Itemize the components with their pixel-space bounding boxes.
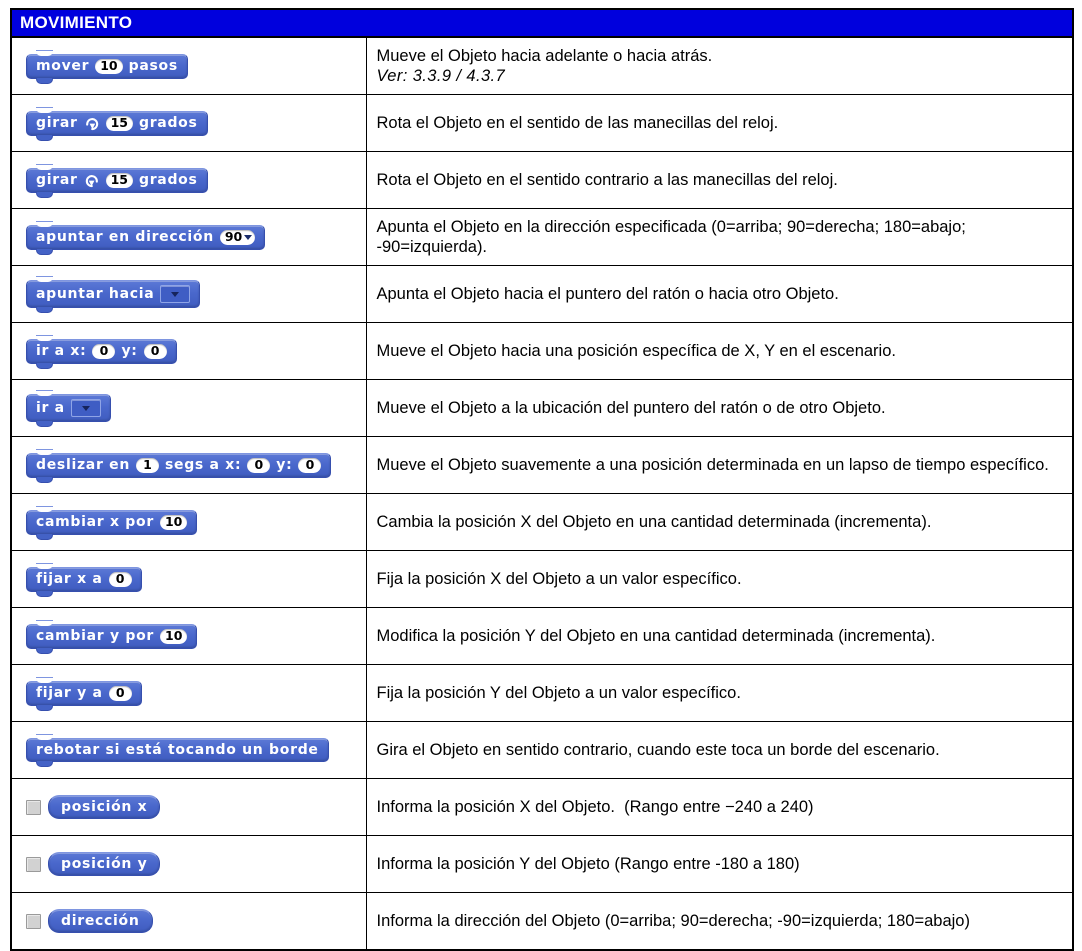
description-text: Mueve el Objeto hacia adelante o hacia atrás.	[376, 46, 713, 65]
table-row	[11, 893, 1073, 951]
description-text: Fija la posición X del Objeto a un valor específico.	[376, 569, 742, 588]
description-text: Fija la posición Y del Objeto a un valor específico.	[376, 683, 741, 702]
block-input-slot[interactable]: 15	[106, 173, 133, 188]
block-input-slot[interactable]: 0	[92, 344, 115, 359]
block-cell	[11, 152, 366, 209]
table-row	[11, 836, 1073, 893]
block-input-slot[interactable]: 1	[136, 458, 159, 473]
description-text: Apunta el Objeto hacia el puntero del ratón o hacia otro Objeto.	[376, 284, 839, 303]
block-label: grados	[138, 172, 198, 188]
block-wrapper	[26, 852, 362, 876]
description-version-note: Ver: 3.3.9 / 4.3.7	[376, 67, 506, 85]
description-text: Mueve el Objeto suavemente a una posición determinada en un lapso de tiempo específico.	[376, 455, 1049, 474]
block-label: cambiar y por	[36, 628, 155, 644]
description-cell	[366, 779, 1073, 836]
description-cell	[366, 266, 1073, 323]
scratch-stack-block[interactable]	[26, 339, 177, 364]
block-label: pasos	[128, 58, 178, 74]
block-input-slot[interactable]: 15	[106, 116, 133, 131]
block-input-slot[interactable]: 10	[160, 629, 187, 644]
description-cell	[366, 608, 1073, 665]
block-wrapper	[26, 390, 362, 426]
description-text: Gira el Objeto en sentido contrario, cuando este toca un borde del escenario.	[376, 740, 940, 759]
table-row	[11, 665, 1073, 722]
block-cell	[11, 836, 366, 893]
watcher-checkbox[interactable]	[26, 857, 41, 872]
scratch-stack-block[interactable]	[26, 280, 200, 308]
block-input-slot[interactable]: 0	[247, 458, 270, 473]
block-wrapper	[26, 335, 362, 368]
description-text: Rota el Objeto en el sentido de las manecillas del reloj.	[376, 113, 779, 132]
block-wrapper	[26, 734, 362, 766]
block-label: girar	[36, 172, 78, 188]
block-label: apuntar hacia	[36, 286, 155, 302]
block-wrapper	[26, 276, 362, 312]
block-input-slot[interactable]: 0	[109, 686, 132, 701]
block-wrapper	[26, 620, 362, 653]
block-cell	[11, 551, 366, 608]
description-text: Apunta el Objeto en la dirección especificada (0=arriba; 90=derecha; 180=abajo; -90=izquierda).	[376, 217, 971, 256]
movement-blocks-table	[10, 8, 1074, 951]
description-text: Cambia la posición X del Objeto en una cantidad determinada (incrementa).	[376, 512, 932, 531]
chevron-down-icon	[82, 406, 90, 411]
description-cell	[366, 323, 1073, 380]
block-input-slot[interactable]: 0	[298, 458, 321, 473]
block-cell	[11, 722, 366, 779]
description-text: Informa la posición X del Objeto. (Rango entre −240 a 240)	[376, 797, 814, 816]
description-cell	[366, 380, 1073, 437]
scratch-stack-block[interactable]	[26, 681, 142, 706]
block-wrapper	[26, 909, 362, 933]
block-label: fijar y a	[36, 685, 103, 701]
table-row	[11, 266, 1073, 323]
block-cell	[11, 893, 366, 951]
description-cell	[366, 437, 1073, 494]
block-label: posición x	[61, 799, 148, 815]
block-wrapper	[26, 795, 362, 819]
block-input-slot[interactable]: 10	[95, 59, 122, 74]
watcher-checkbox[interactable]	[26, 914, 41, 929]
block-cell	[11, 209, 366, 266]
block-cell	[11, 323, 366, 380]
description-cell	[366, 893, 1073, 951]
block-wrapper	[26, 506, 362, 539]
block-label: mover	[36, 58, 90, 74]
scratch-stack-block[interactable]	[26, 394, 111, 422]
block-wrapper	[26, 449, 362, 482]
description-cell	[366, 95, 1073, 152]
block-cell	[11, 266, 366, 323]
block-label: grados	[138, 115, 198, 131]
block-label: rebotar si está tocando un borde	[36, 742, 319, 758]
block-cell	[11, 380, 366, 437]
block-cell	[11, 665, 366, 722]
table-row	[11, 209, 1073, 266]
table-row	[11, 551, 1073, 608]
scratch-reporter-block[interactable]	[48, 852, 160, 876]
block-cell	[11, 437, 366, 494]
block-label: deslizar en	[36, 457, 130, 473]
block-input-slot[interactable]: 0	[144, 344, 167, 359]
block-label: segs a x:	[164, 457, 242, 473]
table-row	[11, 779, 1073, 836]
description-text: Mueve el Objeto hacia una posición específica de X, Y en el escenario.	[376, 341, 896, 360]
table-row	[11, 722, 1073, 779]
block-label: cambiar x por	[36, 514, 154, 530]
description-cell	[366, 665, 1073, 722]
description-cell	[366, 152, 1073, 209]
scratch-stack-block[interactable]	[26, 510, 197, 535]
block-cell	[11, 494, 366, 551]
description-text: Mueve el Objeto a la ubicación del puntero del ratón o de otro Objeto.	[376, 398, 886, 417]
scratch-stack-block[interactable]	[26, 738, 329, 762]
block-label: girar	[36, 115, 78, 131]
table-row	[11, 608, 1073, 665]
table-row	[11, 152, 1073, 209]
block-cell	[11, 37, 366, 95]
description-cell	[366, 494, 1073, 551]
turn-clockwise-icon	[84, 116, 100, 131]
description-text: Modifica la posición Y del Objeto en una cantidad determinada (incrementa).	[376, 626, 936, 645]
table-row	[11, 437, 1073, 494]
block-input-slot[interactable]: 0	[109, 572, 132, 587]
category-title: MOVIMIENTO	[11, 9, 1073, 37]
block-cell	[11, 95, 366, 152]
block-wrapper	[26, 50, 362, 83]
block-dropdown-empty[interactable]	[160, 285, 190, 303]
block-dropdown-slot[interactable]	[220, 230, 255, 245]
block-input-slot[interactable]: 10	[160, 515, 187, 530]
block-label: y:	[121, 343, 138, 359]
description-text: Rota el Objeto en el sentido contrario a las manecillas del reloj.	[376, 170, 838, 189]
scratch-stack-block[interactable]	[26, 225, 265, 250]
description-cell	[366, 37, 1073, 95]
dropdown-value: 90	[224, 228, 243, 244]
scratch-stack-block[interactable]	[26, 567, 142, 592]
block-label: dirección	[61, 913, 140, 929]
block-cell	[11, 779, 366, 836]
scratch-stack-block[interactable]	[26, 168, 208, 193]
table-row	[11, 494, 1073, 551]
block-cell	[11, 608, 366, 665]
block-label: posición y	[61, 856, 148, 872]
block-wrapper	[26, 221, 362, 254]
watcher-checkbox[interactable]	[26, 800, 41, 815]
turn-counterclockwise-icon	[84, 173, 100, 188]
block-dropdown-empty[interactable]	[71, 399, 101, 417]
chevron-down-icon	[171, 292, 179, 297]
description-text: Informa la posición Y del Objeto (Rango entre -180 a 180)	[376, 854, 800, 873]
description-text: Informa la dirección del Objeto (0=arriba; 90=derecha; -90=izquierda; 180=abajo)	[376, 911, 970, 930]
description-cell	[366, 722, 1073, 779]
table-body	[11, 37, 1073, 950]
scratch-stack-block[interactable]	[26, 624, 197, 649]
scratch-stack-block[interactable]	[26, 54, 188, 79]
table-row	[11, 323, 1073, 380]
block-label: ir a x:	[36, 343, 87, 359]
scratch-stack-block[interactable]	[26, 111, 208, 136]
scratch-stack-block[interactable]	[26, 453, 331, 478]
scratch-reporter-block[interactable]	[48, 795, 160, 819]
block-wrapper	[26, 164, 362, 197]
block-wrapper	[26, 563, 362, 596]
description-cell	[366, 836, 1073, 893]
chevron-down-icon	[244, 235, 252, 240]
table-row	[11, 95, 1073, 152]
table-row	[11, 380, 1073, 437]
description-cell	[366, 209, 1073, 266]
table-header-row	[11, 9, 1073, 37]
scratch-reporter-block[interactable]	[48, 909, 153, 933]
block-label: y:	[276, 457, 293, 473]
block-label: ir a	[36, 400, 65, 416]
description-cell	[366, 551, 1073, 608]
block-label: fijar x a	[36, 571, 103, 587]
table-row	[11, 37, 1073, 95]
block-wrapper	[26, 677, 362, 710]
block-wrapper	[26, 107, 362, 140]
block-label: apuntar en dirección	[36, 229, 214, 245]
